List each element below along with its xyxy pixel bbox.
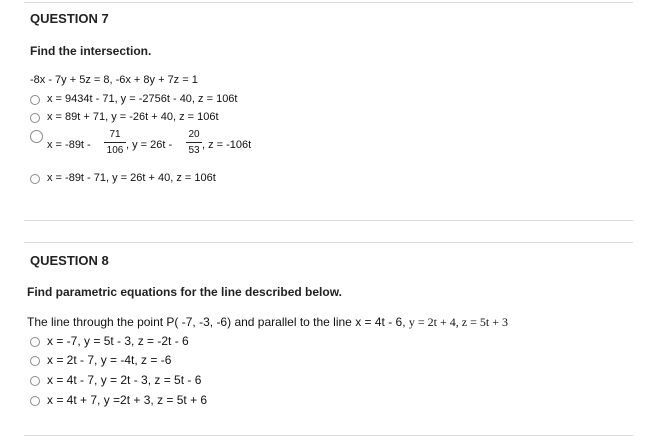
q7-option-3-radio[interactable]	[30, 130, 43, 143]
q8-option-3-radio[interactable]	[30, 376, 40, 386]
question-8-prompt: Find parametric equations for the line described below.	[27, 285, 342, 299]
q7-option-3-frac2-num: 20	[188, 129, 200, 140]
q8-option-4-label: x = 4t + 7, y =2t + 3, z = 5t + 6	[47, 393, 208, 407]
question-divider	[24, 220, 633, 221]
question-8-statement-text: The line through the point P( -7, -3, -6) and parallel to the line x = 4t - 6,	[27, 315, 406, 329]
q7-option-1-label: x = 9434t - 71, y = -2756t - 40, z = 106t	[47, 93, 238, 105]
q8-option-3-label: x = 4t - 7, y = 2t - 3, z = 5t - 6	[47, 373, 202, 387]
q8-option-1-label: x = -7, y = 5t - 3, z = -2t - 6	[47, 334, 189, 348]
q7-option-4-radio[interactable]	[30, 174, 40, 184]
q7-option-3-label	[47, 139, 91, 151]
q8-option-2-label: x = 2t - 7, y = -4t, z = -6	[47, 353, 172, 367]
question-8-title: QUESTION 8	[30, 253, 109, 268]
bottom-divider	[24, 435, 633, 436]
q8-option-1-radio[interactable]	[30, 337, 40, 347]
q8-option-2-radio[interactable]	[30, 356, 40, 366]
q7-option-3-frac1-den: 106	[106, 145, 124, 156]
question-7-system: -8x - 7y + 5z = 8, -6x + 8y + 7z = 1	[30, 74, 198, 86]
q7-option-2-radio[interactable]	[30, 113, 40, 123]
q7-option-3-frac2-bar	[186, 142, 202, 143]
q7-option-2-label: x = 89t + 71, y = -26t + 40, z = 106t	[47, 111, 219, 123]
question-8-top-divider	[24, 242, 633, 243]
question-7-title: QUESTION 7	[30, 11, 109, 26]
q8-option-4-radio[interactable]	[30, 396, 40, 406]
q7-option-3-frac1-num: 71	[109, 129, 121, 140]
q7-option-4-label: x = -89t - 71, y = 26t + 40, z = 106t	[47, 172, 216, 184]
top-divider	[24, 2, 633, 3]
q7-option-3-part1: x = -89t -	[47, 139, 91, 151]
q7-option-3-part3: , z = -106t	[202, 139, 252, 151]
question-8-statement	[27, 315, 508, 330]
q7-option-3-frac2-den: 53	[188, 145, 200, 156]
question-8-statement-equations: y = 2t + 4, z = 5t + 3	[408, 315, 508, 329]
q7-option-3-part2: , y = 26t -	[126, 139, 173, 151]
q7-option-1-radio[interactable]	[30, 95, 40, 105]
q7-option-3-frac1-bar	[104, 142, 126, 143]
question-7-prompt: Find the intersection.	[30, 44, 152, 58]
